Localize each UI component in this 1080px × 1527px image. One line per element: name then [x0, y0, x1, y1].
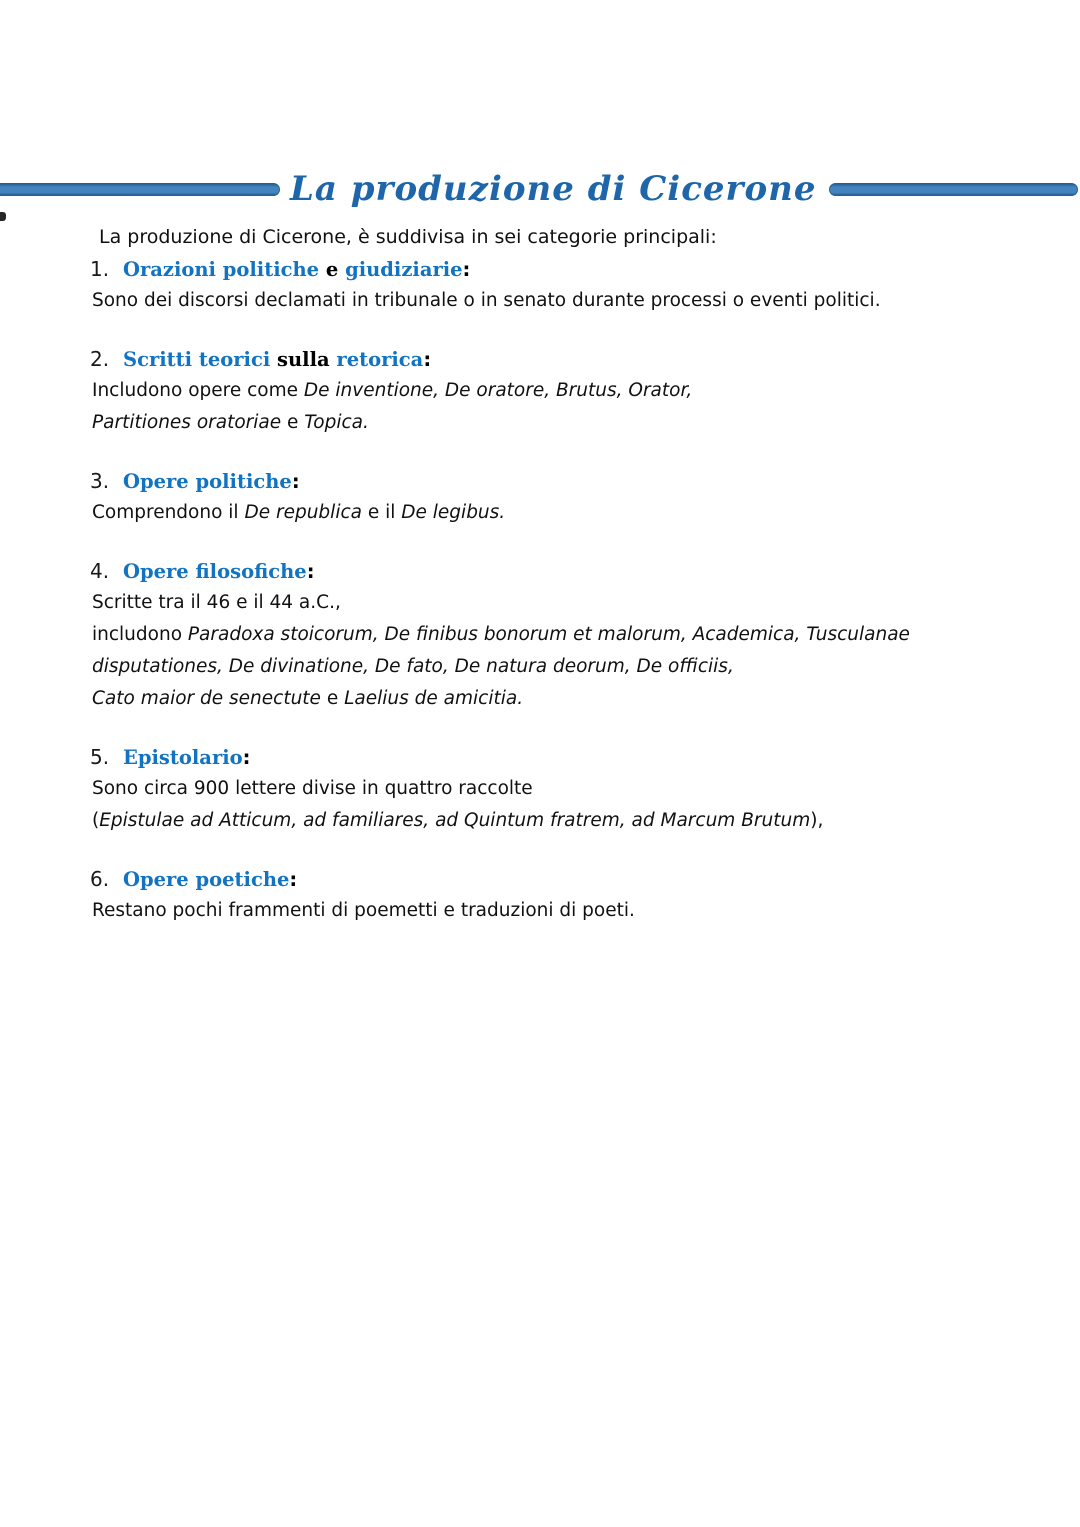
- item-body: [90, 773, 1052, 837]
- work-title: disputationes, De divinatione, De fato, De natura deorum, De officiis,: [92, 656, 734, 677]
- body-line: [92, 375, 1052, 407]
- intro-line: La produzione di Cicerone, è suddivisa in sei categorie principali:: [99, 226, 717, 248]
- heading-segment: :: [306, 560, 315, 583]
- heading-segment: Orazioni politiche: [123, 258, 320, 281]
- item-body: [90, 375, 1052, 439]
- work-title: Topica.: [304, 412, 369, 433]
- item-heading: [90, 254, 1052, 285]
- item-number: 2.: [90, 347, 110, 371]
- heading-segment: :: [423, 348, 432, 371]
- heading-segment: :: [462, 258, 471, 281]
- item-heading: [90, 864, 1052, 895]
- body-text: Includono opere come: [92, 380, 304, 401]
- item-heading: [90, 344, 1052, 375]
- heading-segment: :: [242, 746, 251, 769]
- body-line: [92, 587, 1052, 619]
- category-item: [90, 254, 1052, 317]
- category-item: [90, 864, 1052, 927]
- item-body: [90, 497, 1052, 529]
- item-heading-text: [123, 466, 300, 497]
- body-line: [92, 773, 1052, 805]
- body-text: Sono circa 900 lettere divise in quattro raccolte: [92, 778, 533, 799]
- item-number: 5.: [90, 745, 110, 769]
- item-heading-text: [123, 344, 431, 375]
- item-body: [90, 895, 1052, 927]
- work-title: Cato maior de senectute: [92, 688, 321, 709]
- body-text: e il: [361, 502, 402, 523]
- heading-segment: :: [289, 868, 298, 891]
- body-text: (: [92, 810, 100, 831]
- body-line: [92, 619, 1052, 651]
- heading-segment: Opere poetiche: [123, 868, 290, 891]
- heading-segment: Opere filosofiche: [123, 560, 307, 583]
- body-text: ),: [810, 810, 824, 831]
- body-line: [92, 651, 1052, 683]
- body-text: e: [320, 688, 345, 709]
- heading-segment: :: [291, 470, 300, 493]
- title-rule-right: [829, 183, 1079, 196]
- body-text: includono: [92, 624, 188, 645]
- title-rule-left: [0, 183, 280, 196]
- category-item: [90, 742, 1052, 837]
- body-text: e: [281, 412, 305, 433]
- body-line: [92, 407, 1052, 439]
- work-title: Epistulae ad Atticum, ad familiares, ad Quintum fratrem, ad Marcum Brutum: [99, 810, 811, 831]
- item-heading: [90, 466, 1052, 497]
- heading-segment: e: [319, 258, 346, 281]
- body-text: Scritte tra il 46 e il 44 a.C.,: [92, 592, 341, 613]
- work-title: De republica: [244, 502, 362, 523]
- item-body: [90, 285, 1052, 317]
- work-title: De inventione, De oratore, Brutus, Orator,: [303, 380, 693, 401]
- item-heading-text: [123, 742, 250, 773]
- heading-segment: retorica: [336, 348, 424, 371]
- item-heading-text: [123, 556, 315, 587]
- category-item: [90, 466, 1052, 529]
- body-line: [92, 497, 1052, 529]
- category-item: [90, 344, 1052, 439]
- work-title: Laelius de amicitia.: [344, 688, 524, 709]
- page-title: La produzione di Cicerone: [290, 169, 817, 209]
- heading-segment: Scritti teorici: [123, 348, 271, 371]
- work-title: De legibus.: [401, 502, 506, 523]
- category-list: [0, 254, 1080, 927]
- item-number: 6.: [90, 867, 110, 891]
- work-title: Paradoxa stoicorum, De finibus bonorum et malorum, Academica, Tusculanae: [187, 624, 910, 645]
- item-heading-text: [123, 864, 297, 895]
- category-item: [90, 556, 1052, 715]
- item-heading: [90, 556, 1052, 587]
- body-text: Sono dei discorsi declamati in tribunale o in senato durante processi o eventi politici.: [92, 290, 881, 311]
- item-heading: [90, 742, 1052, 773]
- item-number: 3.: [90, 469, 110, 493]
- body-text: Comprendono il: [92, 502, 245, 523]
- work-title: Partitiones oratoriae: [92, 412, 282, 433]
- item-body: [90, 587, 1052, 715]
- page-edge-artifact: [0, 212, 6, 221]
- item-number: 1.: [90, 257, 110, 281]
- item-heading-text: [123, 254, 470, 285]
- body-line: [92, 285, 1052, 317]
- heading-segment: Epistolario: [123, 746, 243, 769]
- body-text: Restano pochi frammenti di poemetti e traduzioni di poeti.: [92, 900, 635, 921]
- body-line: [92, 895, 1052, 927]
- item-number: 4.: [90, 559, 110, 583]
- body-line: [92, 805, 1052, 837]
- heading-segment: sulla: [270, 348, 337, 371]
- title-banner: [0, 168, 1080, 210]
- body-line: [92, 683, 1052, 715]
- heading-segment: Opere politiche: [123, 470, 292, 493]
- heading-segment: giudiziarie: [345, 258, 463, 281]
